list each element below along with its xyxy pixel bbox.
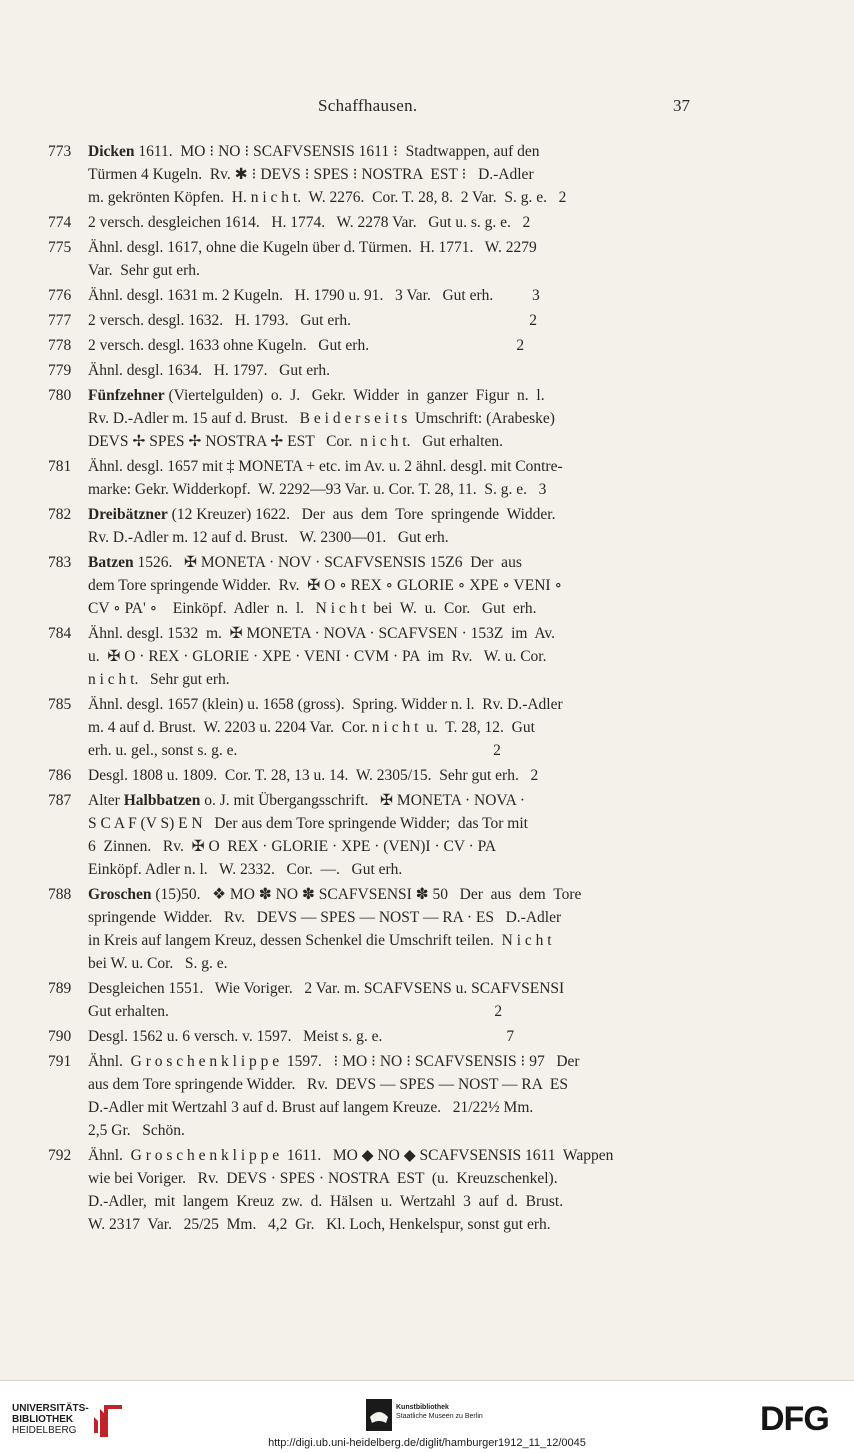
- entry-line: [88, 906, 692, 929]
- entry-number: 777: [48, 312, 72, 329]
- entry-line: [88, 455, 692, 478]
- entry-number: 773: [48, 143, 72, 160]
- entry-number: 783: [48, 554, 72, 571]
- entry-line: [88, 284, 692, 307]
- entry-line: [88, 622, 692, 645]
- catalog-entry: [0, 883, 854, 975]
- catalog-entry: [0, 455, 854, 501]
- ub-logo-text: [12, 1403, 89, 1436]
- entry-text: bei W. u. Cor. S. g. e.: [88, 955, 228, 972]
- entry-term: Fünfzehner: [88, 387, 165, 404]
- dfg-logo[interactable]: DFG: [760, 1400, 829, 1438]
- entry-text: m. 4 auf d. Brust. W. 2203 u. 2204 Var. Cor. n i c h t u. T. 28, 12. Gut: [88, 719, 535, 736]
- entry-text: n i c h t. Sehr gut erh.: [88, 671, 230, 688]
- entry-line: [88, 1025, 692, 1048]
- catalog-entry: [0, 977, 854, 1023]
- entry-text: 2 versch. desgleichen 1614. H. 1774. W. 2278 Var. Gut u. s. g. e. 2: [88, 214, 531, 231]
- kunstbibliothek-logo[interactable]: [366, 1395, 526, 1435]
- kunstbibliothek-line2: Staatliche Museen zu Berlin: [396, 1413, 483, 1420]
- entry-number: 774: [48, 214, 72, 231]
- entry-text: (15)50. ❖ MO ✽ NO ✽ SCAFVSENSI ✽ 50 Der aus dem Tore: [151, 886, 582, 903]
- entry-line: [88, 359, 692, 382]
- catalog-entry: [0, 140, 854, 209]
- entry-number: 787: [48, 792, 72, 809]
- entry-term: Batzen: [88, 554, 134, 571]
- entry-number: 786: [48, 767, 72, 784]
- entry-line: [88, 163, 692, 186]
- entry-line: [88, 334, 692, 357]
- entry-line: [88, 1000, 692, 1023]
- catalog-entry: [0, 284, 854, 307]
- entry-text: Rv. D.-Adler m. 12 auf d. Brust. W. 2300—01. Gut erh.: [88, 529, 449, 546]
- entry-number: 779: [48, 362, 72, 379]
- entry-text: Ähnl. desgl. 1532 m. ✠ MONETA · NOVA · SCAFVSEN · 153Z im Av.: [88, 625, 556, 642]
- entry-text: 1526. ✠ MONETA · NOV · SCAFVSENSIS 15Z6 Der aus: [133, 554, 522, 571]
- entry-line: [88, 309, 692, 332]
- entry-number: 785: [48, 696, 72, 713]
- entry-number: 784: [48, 625, 72, 642]
- entry-line: [88, 1050, 692, 1073]
- entry-line: [88, 430, 692, 453]
- catalog-entry: [0, 211, 854, 234]
- entry-text: Ähnl. desgl. 1617, ohne die Kugeln über d. Türmen. H. 1771. W. 2279: [88, 239, 537, 256]
- catalog-entry: [0, 309, 854, 332]
- entry-text: o. J. mit Übergangsschrift. ✠ MONETA · NOVA ·: [200, 792, 525, 809]
- entry-line: [88, 1073, 692, 1096]
- entry-text: Desgl. 1808 u. 1809. Cor. T. 28, 13 u. 14. W. 2305/15. Sehr gut erh. 2: [88, 767, 539, 784]
- page-number: 37: [673, 96, 690, 115]
- entry-text: Türmen 4 Kugeln. Rv. ✱ ⁝ DEVS ⁝ SPES ⁝ NOSTRA EST ⁝ D.-Adler: [88, 166, 534, 183]
- entry-line: [88, 1119, 692, 1142]
- ub-logo-line1: UNIVERSITÄTS-: [12, 1403, 89, 1414]
- entry-text: Gut erhalten. 2: [88, 1003, 503, 1020]
- entry-line: [88, 259, 692, 282]
- entry-text: erh. u. gel., sonst s. g. e. 2: [88, 742, 501, 759]
- entry-line: [88, 645, 692, 668]
- entry-line: [88, 384, 692, 407]
- entry-text: u. ✠ O · REX · GLORIE · XPE · VENI · CVM · PA im Rv. W. u. Cor.: [88, 648, 547, 665]
- entry-text: Rv. D.-Adler m. 15 auf d. Brust. B e i d e r s e i t s Umschrift: (Arabeske): [88, 410, 555, 427]
- ub-logo-mark-icon: [92, 1399, 124, 1439]
- catalog-entry: [0, 551, 854, 620]
- entry-line: [88, 1167, 692, 1190]
- entry-line: [88, 236, 692, 259]
- entry-line: [88, 1144, 692, 1167]
- entry-line: [88, 140, 692, 163]
- entry-line: [88, 789, 692, 812]
- entry-line: [88, 693, 692, 716]
- catalog-entry: [0, 764, 854, 787]
- entry-line: [88, 739, 692, 762]
- entry-text: in Kreis auf langem Kreuz, dessen Schenkel die Umschrift teilen. N i c h t: [88, 932, 552, 949]
- entry-number: 792: [48, 1147, 72, 1164]
- entry-text: springende Widder. Rv. DEVS — SPES — NOST — RA · ES D.-Adler: [88, 909, 562, 926]
- entry-text: Einköpf. Adler n. l. W. 2332. Cor. —. Gut erh.: [88, 861, 403, 878]
- entry-text: wie bei Voriger. Rv. DEVS · SPES · NOSTRA EST (u. Kreuzschenkel).: [88, 1170, 558, 1187]
- catalog-entry: [0, 384, 854, 453]
- entry-text: S C A F (V S) E N Der aus dem Tore springende Widder; das Tor mit: [88, 815, 528, 832]
- catalog-entry: [0, 1050, 854, 1142]
- entry-text: W. 2317 Var. 25/25 Mm. 4,2 Gr. Kl. Loch, Henkelspur, sonst gut erh.: [88, 1216, 551, 1233]
- entry-number: 789: [48, 980, 72, 997]
- running-title: Schaffhausen.: [318, 96, 418, 115]
- entry-line: [88, 812, 692, 835]
- catalog-entry: [0, 236, 854, 282]
- entry-number: 775: [48, 239, 72, 256]
- entry-text: 6 Zinnen. Rv. ✠ O REX · GLORIE · XPE · (VEN)I · CV · PA: [88, 838, 497, 855]
- entry-line: [88, 597, 692, 620]
- entry-text: Ähnl. desgl. 1657 (klein) u. 1658 (gross). Spring. Widder n. l. Rv. D.-Adler: [88, 696, 563, 713]
- catalog-entry: [0, 622, 854, 691]
- entry-line: [88, 503, 692, 526]
- entry-number: 776: [48, 287, 72, 304]
- kunstbibliothek-emblem-icon: [366, 1399, 392, 1431]
- entry-text: Ähnl. desgl. 1634. H. 1797. Gut erh.: [88, 362, 330, 379]
- entry-line: [88, 186, 692, 209]
- running-head: [0, 96, 854, 120]
- ub-logo-line3: HEIDELBERG: [12, 1425, 77, 1436]
- catalog-entry: [0, 334, 854, 357]
- entry-term: Dicken: [88, 143, 135, 160]
- entry-term: Halbbatzen: [123, 792, 201, 809]
- entry-text: 1611. MO ⁝ NO ⁝ SCAFVSENSIS 1611 ⁝ Stadtwappen, auf den: [134, 143, 540, 160]
- entry-line: [88, 764, 692, 787]
- entry-text: Var. Sehr gut erh.: [88, 262, 200, 279]
- entry-term: Dreibätzner: [88, 506, 168, 523]
- entry-text: Ähnl. G r o s c h e n k l i p p e 1597. ⁝ MO ⁝ NO ⁝ SCAFVSENSIS ⁝ 97 Der: [88, 1053, 580, 1070]
- entry-text: CV ∘ PA' ∘ Einköpf. Adler n. l. N i c h t bei W. u. Cor. Gut erh.: [88, 600, 537, 617]
- entry-line: [88, 1213, 692, 1236]
- entry-line: [88, 478, 692, 501]
- entry-number: 791: [48, 1053, 72, 1070]
- entry-number: 778: [48, 337, 72, 354]
- entry-line: [88, 858, 692, 881]
- entry-text: aus dem Tore springende Widder. Rv. DEVS — SPES — NOST — RA ES: [88, 1076, 568, 1093]
- entry-text: Ähnl. desgl. 1657 mit ‡ MONETA + etc. im Av. u. 2 ähnl. desgl. mit Contre-: [88, 458, 563, 475]
- entry-text: 2,5 Gr. Schön.: [88, 1122, 185, 1139]
- catalog-entry: [0, 503, 854, 549]
- entry-text: Desgl. 1562 u. 6 versch. v. 1597. Meist s. g. e. 7: [88, 1028, 515, 1045]
- catalog-entries: [0, 140, 854, 1238]
- permalink-url[interactable]: http://digi.ub.uni-heidelberg.de/diglit/hamburger1912_11_12/0045: [268, 1437, 586, 1449]
- entry-text: D.-Adler mit Wertzahl 3 auf d. Brust auf langem Kreuze. 21/22½ Mm.: [88, 1099, 534, 1116]
- entry-text: 2 versch. desgl. 1633 ohne Kugeln. Gut erh. 2: [88, 337, 525, 354]
- entry-number: 781: [48, 458, 72, 475]
- entry-text: D.-Adler, mit langem Kreuz zw. d. Hälsen u. Wertzahl 3 auf d. Brust.: [88, 1193, 564, 1210]
- entry-line: [88, 211, 692, 234]
- entry-line: [88, 668, 692, 691]
- entry-line: [88, 1096, 692, 1119]
- kunstbibliothek-line1: Kunstbibliothek: [396, 1404, 449, 1411]
- entry-text: DEVS ✢ SPES ✢ NOSTRA ✢ EST Cor. n i c h t. Gut erhalten.: [88, 433, 503, 450]
- entry-number: 790: [48, 1028, 72, 1045]
- entry-text: 2 versch. desgl. 1632. H. 1793. Gut erh. 2: [88, 312, 538, 329]
- entry-line: [88, 835, 692, 858]
- catalog-entry: [0, 789, 854, 881]
- entry-number: 780: [48, 387, 72, 404]
- entry-number: 782: [48, 506, 72, 523]
- catalog-entry: [0, 1025, 854, 1048]
- entry-line: [88, 551, 692, 574]
- entry-line: [88, 574, 692, 597]
- entry-line: [88, 929, 692, 952]
- entry-text: Desgleichen 1551. Wie Voriger. 2 Var. m. SCAFVSENS u. SCAFVSENSI: [88, 980, 565, 997]
- catalog-entry: [0, 1144, 854, 1236]
- entry-text: Ähnl. desgl. 1631 m. 2 Kugeln. H. 1790 u. 91. 3 Var. Gut erh. 3: [88, 287, 540, 304]
- catalog-entry: [0, 359, 854, 382]
- entry-line: [88, 952, 692, 975]
- catalog-entry: [0, 693, 854, 762]
- entry-text: marke: Gekr. Widderkopf. W. 2292—93 Var. u. Cor. T. 28, 11. S. g. e. 3: [88, 481, 547, 498]
- entry-text: Ähnl. G r o s c h e n k l i p p e 1611. MO ◆ NO ◆ SCAFVSENSIS 1611 Wappen: [88, 1147, 614, 1164]
- entry-term: Groschen: [88, 886, 152, 903]
- footer: [0, 1380, 854, 1453]
- entry-text: (Viertelgulden) o. J. Gekr. Widder in ganzer Figur n. l.: [164, 387, 545, 404]
- kunstbibliothek-text: [396, 1403, 483, 1421]
- entry-line: [88, 526, 692, 549]
- entry-text: (12 Kreuzer) 1622. Der aus dem Tore springende Widder.: [167, 506, 556, 523]
- entry-prefix: Alter: [88, 792, 124, 809]
- ub-logo-line2: BIBLIOTHEK: [12, 1414, 74, 1425]
- entry-line: [88, 716, 692, 739]
- entry-line: [88, 883, 692, 906]
- entry-text: dem Tore springende Widder. Rv. ✠ O ∘ REX ∘ GLORIE ∘ XPE ∘ VENI ∘: [88, 577, 563, 594]
- entry-number: 788: [48, 886, 72, 903]
- entry-line: [88, 407, 692, 430]
- entry-line: [88, 977, 692, 1000]
- entry-line: [88, 1190, 692, 1213]
- entry-text: m. gekrönten Köpfen. H. n i c h t. W. 2276. Cor. T. 28, 8. 2 Var. S. g. e. 2: [88, 189, 567, 206]
